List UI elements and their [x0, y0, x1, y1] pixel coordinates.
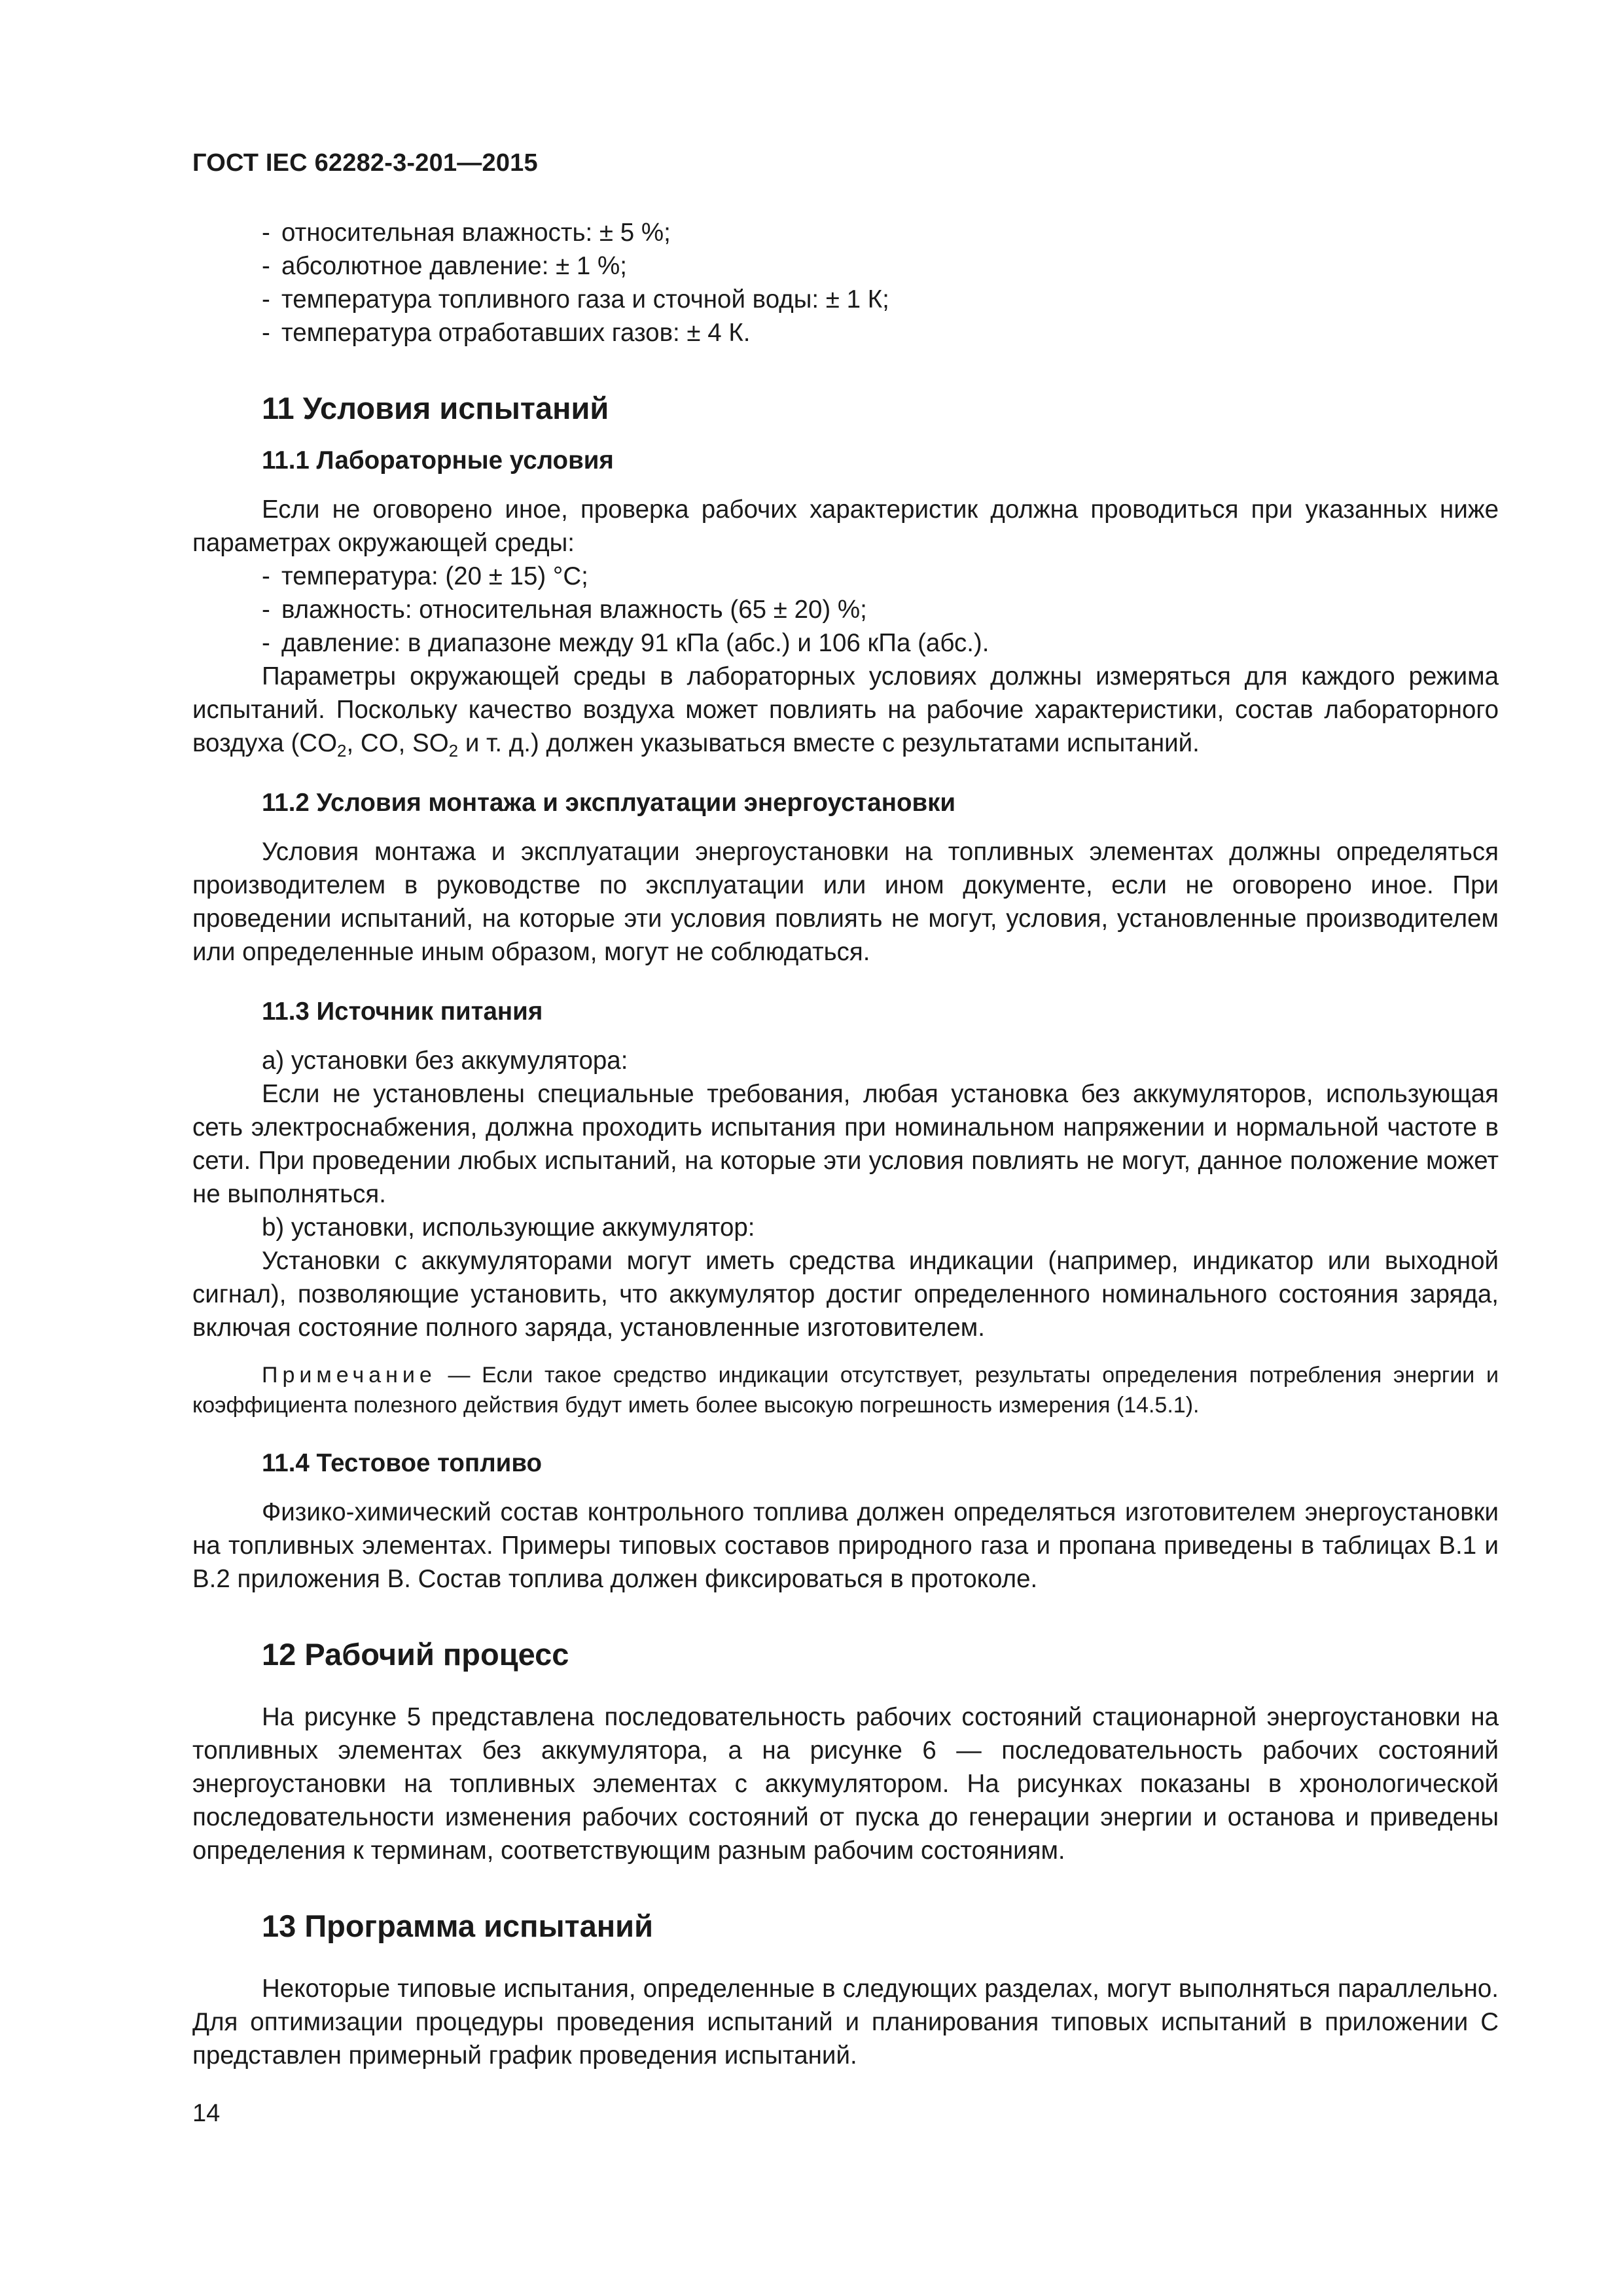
- note: [192, 1360, 1499, 1420]
- page-content: [192, 216, 1499, 2072]
- list-item: - относительная влажность: ± 5 %;: [262, 219, 671, 247]
- item-b-label: b) установки, использующие аккумулятор:: [262, 1213, 755, 1242]
- list-item: - влажность: относительная влажность (65 ± 20) %;: [262, 596, 867, 624]
- page-number: 14: [192, 2100, 221, 2127]
- accuracy-list: [192, 216, 1499, 350]
- section-11-1-paragraph: Параметры окружающей среды в лабораторных условиях должны измеряться для каждого режима испытаний. Поскольку качество воздуха может повлиять на рабочие характеристики, состав лабораторного воздуха ($CO_2$, CO, $SO_2$ и т. д.) должен указываться вместе с результатами испытаний.: [192, 662, 1499, 761]
- section-11-4-text: Физико-химический состав контрольного топлива должен определяться изготовителем энергоустановки на топливных элементах. Примеры типовых составов природного газа и пропана приведены в таблицах В.1 и В.2 приложения В. Состав топлива должен фиксироваться в протоколе.: [192, 1498, 1499, 1593]
- list-item: - температура топливного газа и сточной воды: ± 1 К;: [262, 285, 889, 314]
- section-12-title: 12 Рабочий процесс: [262, 1637, 569, 1672]
- section-11-1-title: 11.1 Лабораторные условия: [262, 446, 614, 475]
- item-a-label: а) установки без аккумулятора:: [262, 1047, 628, 1075]
- section-11-4-title: 11.4 Тестовое топливо: [262, 1449, 542, 1477]
- section-11-2-title: 11.2 Условия монтажа и эксплуатации энергоустановки: [262, 789, 956, 817]
- section-11-1-intro: Если не оговорено иное, проверка рабочих характеристик должна проводиться при указанных ниже параметрах окружающей среды:: [192, 495, 1499, 557]
- standard-designation: ГОСТ IEC 62282-3-201—2015: [192, 149, 538, 177]
- section-11-3-title: 11.3 Источник питания: [262, 997, 543, 1026]
- section-12-text: На рисунке 5 представлена последовательность рабочих состояний стационарной энергоустановки на топливных элементах без аккумулятора, а на рисунке 6 — последовательность рабочих состояний энергоустановки на топливных элементах с аккумулятором. На рисунках показаны в хронологической последовательности изменения рабочих состояний от пуска до генерации энергии и останова и приведены определения к терминам, соответствующим разным рабочим состояниям.: [192, 1703, 1499, 1865]
- lab-conditions-list: [192, 560, 1499, 660]
- item-a-text: Если не установлены специальные требования, любая установка без аккумуляторов, использующая сеть электроснабжения, должна проходить испытания при номинальном напряжении и нормальной частоте в сети. При проведении любых испытаний, на которые эти условия повлиять не могут, данное положение может не выполняться.: [192, 1080, 1499, 1208]
- section-11-2-text: Условия монтажа и эксплуатации энергоустановки на топливных элементах должны определяться производителем в руководстве по эксплуатации или ином документе, если не оговорено иное. При проведении испытаний, на которые эти условия повлиять не могут, условия, установленные производителем или определенные иным образом, могут не соблюдаться.: [192, 838, 1499, 966]
- item-b-text: Установки с аккумуляторами могут иметь средства индикации (например, индикатор или выходной сигнал), позволяющие установить, что аккумулятор достиг определенного номинального состояния заряда, включая состояние полного заряда, установленные изготовителем.: [192, 1247, 1499, 1342]
- list-item: - абсолютное давление: ± 1 %;: [262, 252, 627, 280]
- section-13-text: Некоторые типовые испытания, определенные в следующих разделах, могут выполняться параллельно. Для оптимизации процедуры проведения испытаний и планирования типовых испытаний в приложении С представлен примерный график проведения испытаний.: [192, 1975, 1499, 2070]
- section-13-title: 13 Программа испытаний: [262, 1909, 653, 1943]
- note-text: — Если такое средство индикации отсутствует, результаты определения потребления энергии и коэффициента полезного действия будут иметь более высокую погрешность измерения (14.5.1).: [192, 1363, 1499, 1418]
- list-item: - давление: в диапазоне между 91 кПа (абс.) и 106 кПа (абс.).: [262, 629, 990, 657]
- list-item: - температура отработавших газов: ± 4 К.: [262, 319, 751, 347]
- note-label: Примечание: [262, 1363, 437, 1388]
- section-11-title: 11 Условия испытаний: [262, 391, 609, 425]
- list-item: - температура: (20 ± 15) °С;: [262, 562, 588, 590]
